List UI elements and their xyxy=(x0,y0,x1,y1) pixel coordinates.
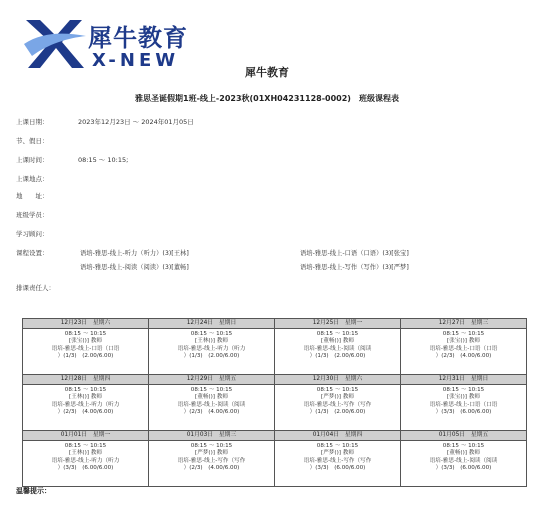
cell-time: 08:15 ～ 10:15 xyxy=(64,443,107,449)
cell-teacher: [张宝()] 教师 xyxy=(447,394,480,401)
course-item: 语培-雅思-线上-听力（听力）(3)[王林] xyxy=(80,250,189,257)
schedule-cell xyxy=(275,431,401,487)
cell-course: 语培-雅思-线上-听力（听力 xyxy=(177,345,246,352)
cell-time: 08:15 ～ 10:15 xyxy=(316,443,359,449)
cell-progress: ）(1/3) (2.00/6.00) xyxy=(309,408,366,415)
schedule-cell xyxy=(149,375,275,431)
info-row-date: 上课日期： 2023年12月23日 ～ 2024年01月05日 xyxy=(16,118,194,126)
cell-progress: ）(1/3) (2.00/6.00) xyxy=(57,352,114,359)
cell-course: 语培-雅思-线上-写作（写作 xyxy=(177,457,246,464)
cell-date: 12月30日 星期六 xyxy=(275,375,400,385)
schedule-cell xyxy=(23,319,149,375)
cell-course: 语培-雅思-线上-听力（听力 xyxy=(51,401,120,408)
org-title: 犀牛教育 xyxy=(245,66,289,79)
cell-progress: ）(3/3) (6.00/6.00) xyxy=(57,464,114,471)
cell-date: 12月24日 星期日 xyxy=(149,319,274,329)
cell-date: 01月04日 星期四 xyxy=(275,431,400,441)
cell-teacher: [王林()] 教师 xyxy=(69,394,102,401)
schedule-cell xyxy=(149,431,275,487)
schedule-cell xyxy=(401,375,527,431)
cell-progress: ）(2/3) (4.00/6.00) xyxy=(57,408,114,415)
cell-time: 08:15 ～ 10:15 xyxy=(316,331,359,337)
course-item: 语培-雅思-线上-写作（写作）(3)[严梦] xyxy=(300,264,409,271)
cell-teacher: [王林()] 教师 xyxy=(195,338,228,345)
logo-text-cn: 犀牛教育 xyxy=(88,24,188,52)
courses-label: 课程设置： xyxy=(16,249,49,257)
schedule-cell xyxy=(23,431,149,487)
cell-date: 12月29日 星期五 xyxy=(149,375,274,385)
cell-course: 语培-雅思-线上-阅读（阅读 xyxy=(429,457,498,464)
cell-progress: ）(3/3) (6.00/6.00) xyxy=(435,408,492,415)
info-row-location: 上课地点： xyxy=(16,175,49,183)
footer-tip-label: 温馨提示： xyxy=(16,487,51,495)
cell-teacher: [董畅()] 教师 xyxy=(195,394,228,401)
cell-course: 语培-雅思-线上-写作（写作 xyxy=(303,401,372,408)
cell-progress: ）(1/3) (2.00/6.00) xyxy=(309,352,366,359)
schedule-cell xyxy=(149,319,275,375)
cell-progress: ）(3/3) (6.00/6.00) xyxy=(309,464,366,471)
cell-progress: ）(2/3) (4.00/6.00) xyxy=(183,408,240,415)
cell-date: 12月28日 星期四 xyxy=(23,375,148,385)
cell-time: 08:15 ～ 10:15 xyxy=(190,443,233,449)
info-row-advisor: 学习顾问： xyxy=(16,230,49,238)
cell-date: 12月31日 星期日 xyxy=(401,375,526,385)
cell-date: 01月03日 星期三 xyxy=(149,431,274,441)
cell-course: 语培-雅思-线上-阅读（阅读 xyxy=(177,401,246,408)
logo-text-en: X-NEW xyxy=(92,50,180,71)
cell-date: 01月05日 星期五 xyxy=(401,431,526,441)
cell-date: 12月25日 星期一 xyxy=(275,319,400,329)
schedule-row xyxy=(23,319,527,375)
course-item: 语培-雅思-线上-口语（口语）(3)[张宝] xyxy=(300,250,409,257)
cell-time: 08:15 ～ 10:15 xyxy=(190,387,233,393)
cell-progress: ）(1/3) (2.00/6.00) xyxy=(183,352,240,359)
class-title: 雅思圣诞假期1班-线上-2023秋(01XH04231128-0002) 班级课程表 xyxy=(135,94,399,103)
cell-course: 语培-雅思-线上-写作（写作 xyxy=(303,457,372,464)
course-item: 语培-雅思-线上-阅读（阅读）(3)[董畅] xyxy=(80,264,189,271)
cell-time: 08:15 ～ 10:15 xyxy=(316,387,359,393)
schedule-row xyxy=(23,431,527,487)
cell-teacher: [王林()] 教师 xyxy=(69,450,102,457)
schedule-cell xyxy=(401,431,527,487)
schedule-cell xyxy=(401,319,527,375)
cell-time: 08:15 ～ 10:15 xyxy=(442,387,485,393)
cell-time: 08:15 ～ 10:15 xyxy=(64,387,107,393)
cell-course: 语培-雅思-线上-阅读（阅读 xyxy=(303,345,372,352)
info-row-address: 地 址： xyxy=(16,192,49,200)
cell-course: 语培-雅思-线上-口语（口语 xyxy=(429,345,498,352)
schedule-cell xyxy=(275,319,401,375)
cell-time: 08:15 ～ 10:15 xyxy=(442,443,485,449)
cell-date: 12月23日 星期六 xyxy=(23,319,148,329)
cell-teacher: [张宝()] 教师 xyxy=(69,338,102,345)
cell-course: 语培-雅思-线上-听力（听力 xyxy=(51,457,120,464)
cell-time: 08:15 ～ 10:15 xyxy=(64,331,107,337)
cell-teacher: [董畅()] 教师 xyxy=(447,450,480,457)
info-row-students: 班级学员： xyxy=(16,211,49,219)
cell-teacher: [严梦()] 教师 xyxy=(195,450,228,457)
cell-progress: ）(2/3) (4.00/6.00) xyxy=(183,464,240,471)
cell-course: 语培-雅思-线上-口语（口语 xyxy=(429,401,498,408)
schedule-cell xyxy=(275,375,401,431)
cell-teacher: [严梦()] 教师 xyxy=(321,450,354,457)
scheduler-label: 排课责任人： xyxy=(16,284,55,292)
cell-date: 12月27日 星期三 xyxy=(401,319,526,329)
schedule-cell xyxy=(23,375,149,431)
schedule-row xyxy=(23,375,527,431)
cell-teacher: [严梦()] 教师 xyxy=(321,394,354,401)
cell-time: 08:15 ～ 10:15 xyxy=(190,331,233,337)
cell-teacher: [董畅()] 教师 xyxy=(321,338,354,345)
info-row-time: 上课时间： 08:15 ～ 10:15; xyxy=(16,156,129,164)
info-row-holiday: 节、假日： xyxy=(16,137,49,145)
cell-teacher: [张宝()] 教师 xyxy=(447,338,480,345)
cell-time: 08:15 ～ 10:15 xyxy=(442,331,485,337)
cell-progress: ）(2/3) (4.00/6.00) xyxy=(435,352,492,359)
cell-progress: ）(3/3) (6.00/6.00) xyxy=(435,464,492,471)
schedule-grid xyxy=(22,318,527,487)
cell-date: 01月01日 星期一 xyxy=(23,431,148,441)
cell-course: 语培-雅思-线上-口语（口语 xyxy=(51,345,120,352)
